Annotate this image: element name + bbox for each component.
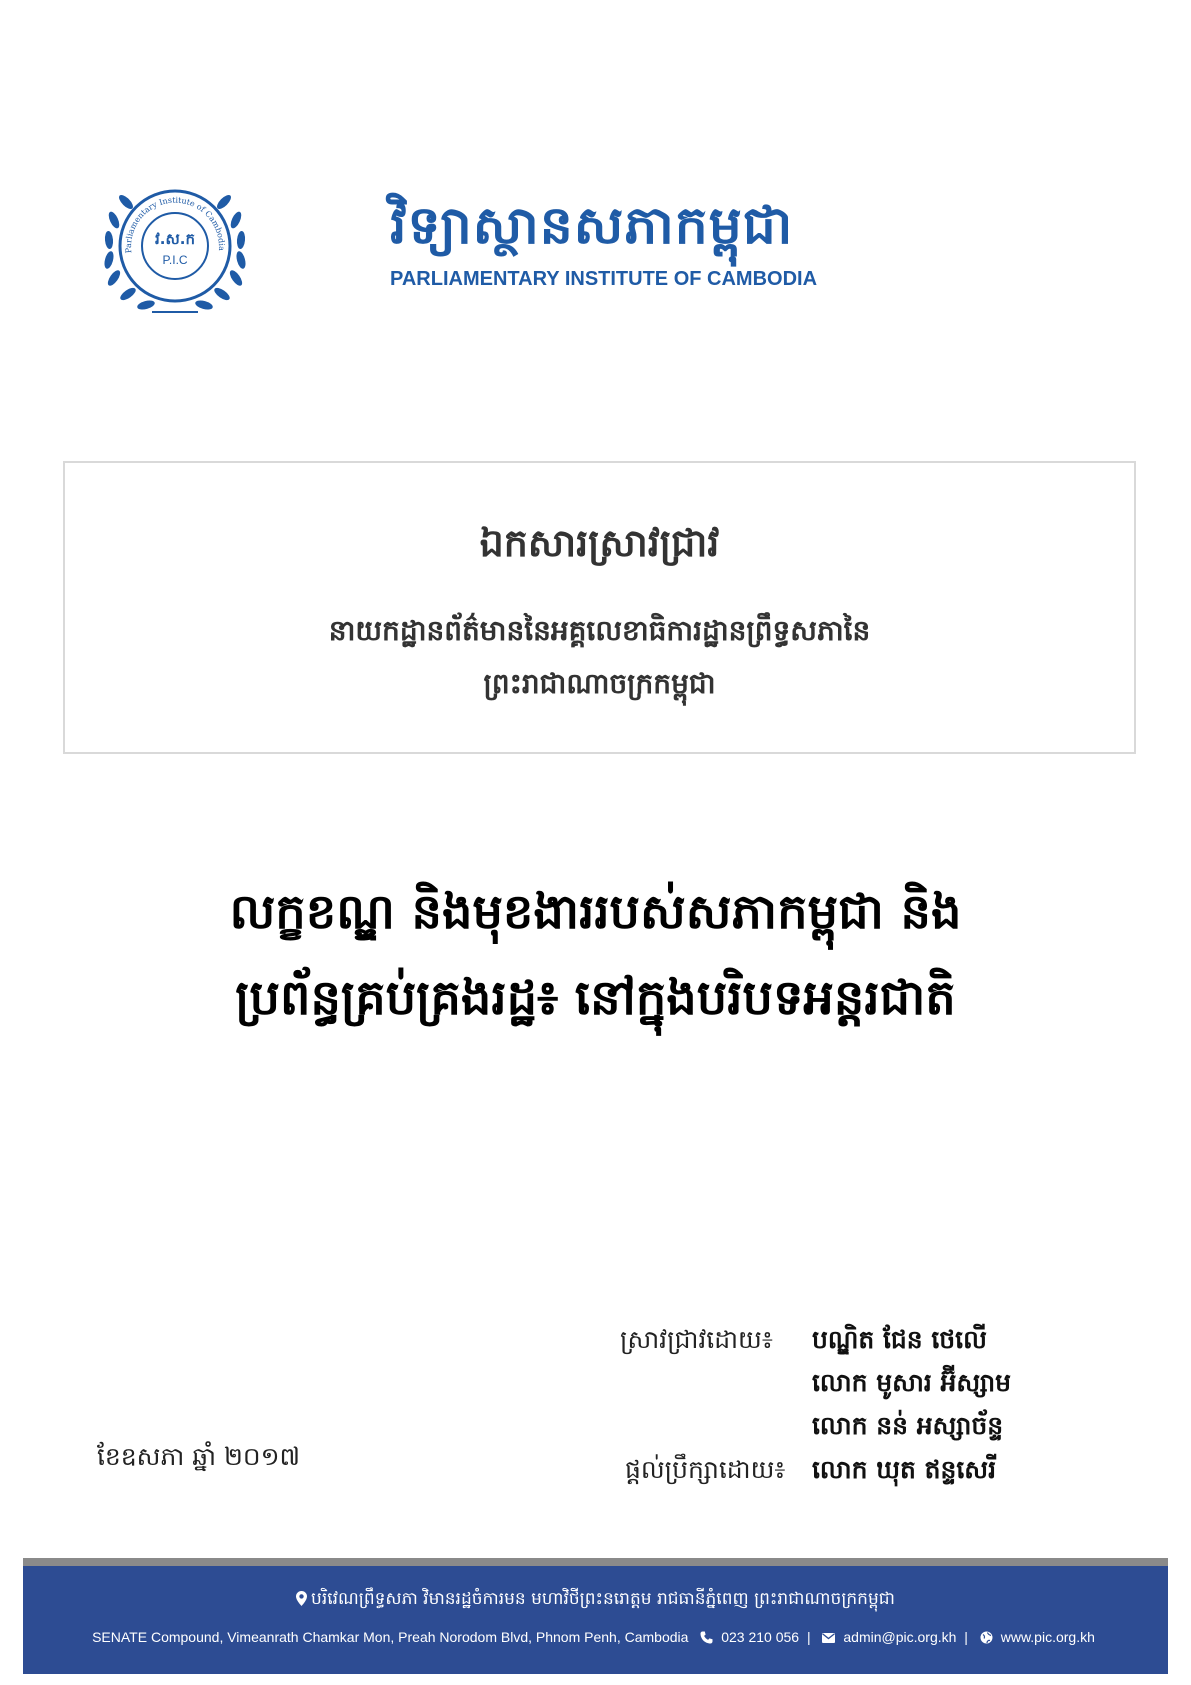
globe-icon xyxy=(980,1631,993,1644)
advisor-name: លោក ឃុត ឥន្ទសេរី xyxy=(812,1455,997,1484)
document-type-box xyxy=(63,461,1136,754)
footer-contact-row: SENATE Compound, Vimeanrath Chamkar Mon, Preah Norodom Blvd, Phnom Penh, Cambodia 023 210 056 | admin@pic.org.kh | www.pic.org.kh xyxy=(92,1629,1095,1645)
footer-address-kh-row xyxy=(23,1588,1168,1613)
location-pin-icon xyxy=(296,1591,307,1606)
footer-phone: 023 210 056 xyxy=(721,1629,800,1645)
email-icon xyxy=(822,1633,835,1643)
svg-text:Parliamentary Institute of Cam: Parliamentary Institute of Cambodia xyxy=(123,195,227,254)
footer-website[interactable]: www.pic.org.kh xyxy=(1000,1629,1095,1645)
footer-email[interactable]: admin@pic.org.kh xyxy=(843,1629,957,1645)
phone-icon xyxy=(700,1631,713,1644)
footer-divider xyxy=(23,1558,1168,1566)
institute-name-en: PARLIAMENTARY INSTITUTE OF CAMBODIA xyxy=(390,268,818,290)
document-title-line-2: ប្រព័ន្ធគ្រប់គ្រងរដ្ឋ៖ នៅក្នុងបរិបទអន្តរជាតិ xyxy=(235,970,956,1026)
department-line-2: ព្រះរាជាណាចក្រកម្ពុជា xyxy=(483,667,716,700)
department-line-1: នាយកដ្ឋានព័ត៌មាននៃអគ្គលេខាធិការដ្ឋានព្រឹទ្ធសភានៃ xyxy=(328,614,871,647)
footer-address-kh: បរិវេណព្រឹទ្ធសភា វិមានរដ្ឋចំការមន មហាវិថីព្រះនរោត្តម រាជធានីភ្នំពេញ ព្រះរាជាណាចក្រកម្ពុជា xyxy=(311,1589,895,1609)
footer-bar xyxy=(23,1566,1168,1674)
advised-by-label: ផ្តល់ប្រឹក្សាដោយ៖ xyxy=(625,1455,786,1484)
researcher-name: បណ្ឌិត ជែន ថេលើ xyxy=(812,1325,987,1354)
publication-date: ខែឧសភា ឆ្នាំ ២០១៧ xyxy=(97,1442,301,1471)
researcher-name: លោក មូសារ អ៊ីស្សាម xyxy=(812,1368,1012,1397)
emblem-en-text: P.I.C xyxy=(162,253,188,267)
footer-address-en: SENATE Compound, Vimeanrath Chamkar Mon, Preah Norodom Blvd, Phnom Penh, Cambodia xyxy=(92,1629,689,1645)
institute-name-kh: វិទ្យាស្ថានសភាកម្ពុជា xyxy=(390,196,794,256)
emblem-kh-text: វ.ស.ក xyxy=(155,230,195,248)
researched-by-label: ស្រាវជ្រាវដោយ៖ xyxy=(620,1325,773,1354)
researcher-name: លោក នន់ អស្សាច័ន្ទ xyxy=(812,1411,1004,1440)
pic-emblem-logo xyxy=(100,178,250,318)
document-title-line-1: លក្ខខណ្ឌ និងមុខងាររបស់សភាកម្ពុជា និង xyxy=(229,884,962,940)
document-type: ឯកសារស្រាវជ្រាវ xyxy=(479,521,720,565)
